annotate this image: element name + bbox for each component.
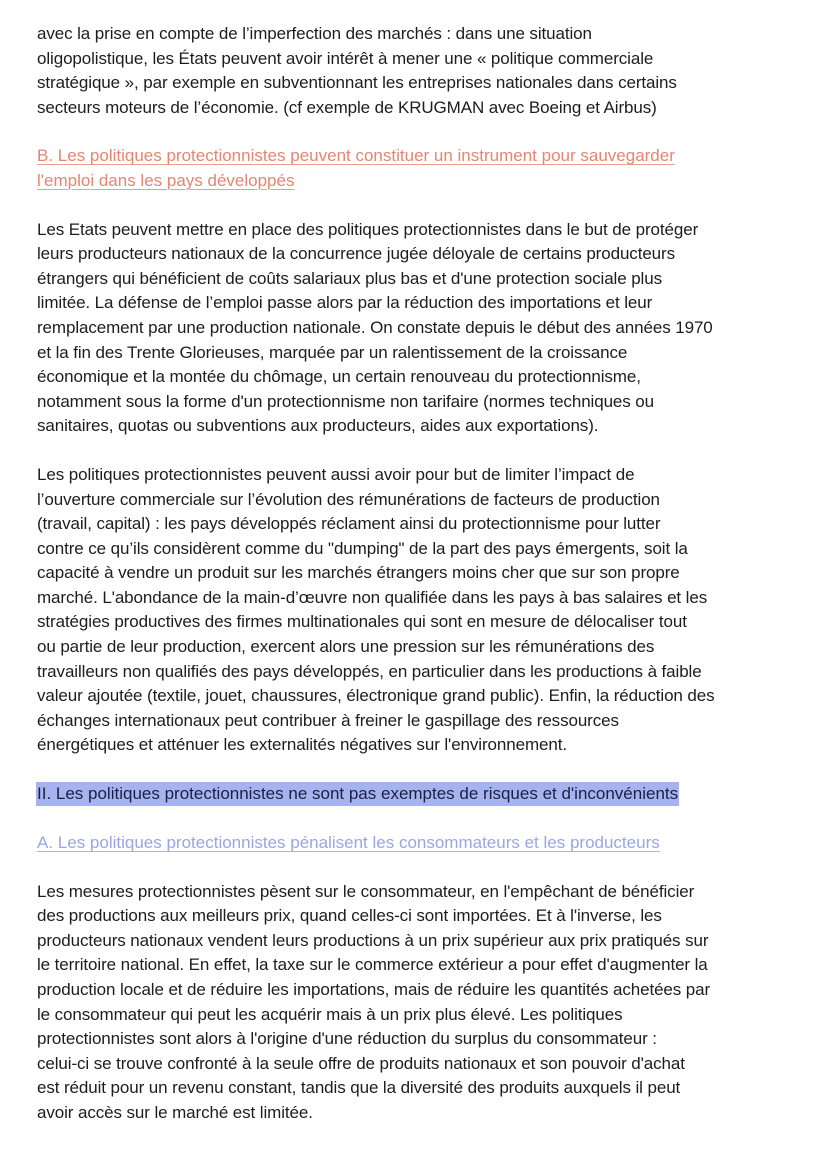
part-two-heading — [37, 782, 789, 806]
text-line: production locale et de réduire les importations, mais de réduire les quantités achetées par — [37, 980, 711, 999]
text-line: Les mesures protectionnistes pèsent sur le consommateur, en l'empêchant de bénéficier — [37, 881, 695, 901]
text-line: marché. L'abondance de la main-d’œuvre non qualifiée dans les pays à bas salaires et les — [37, 587, 708, 607]
text-line: des productions aux meilleurs prix, quand celles-ci sont importées. Et à l'inverse, les — [37, 906, 662, 926]
text-line: capacité à vendre un produit sur les marchés étrangers moins cher que sur son propre — [37, 563, 680, 583]
text-line: (travail, capital) : les pays développés réclament ainsi du protectionnisme pour lutter — [37, 514, 661, 534]
text-line: secteurs moteurs de l’économie. (cf exemple de KRUGMAN avec Boeing et Airbus) — [37, 97, 657, 117]
section-b-paragraph-2 — [37, 463, 789, 758]
text-line: travailleurs non qualifiés des pays développés, en particulier dans les productions à faible — [37, 661, 702, 681]
text-line: contre ce qu’ils considèrent comme du "dumping" de la part des pays émergents, soit la — [37, 538, 688, 558]
text-line: l’ouverture commerciale sur l’évolution des rémunérations de facteurs de production — [37, 489, 660, 509]
text-line: le territoire national. En effet, la taxe sur le commerce extérieur a pour effet d'augmenter la — [37, 955, 708, 975]
section-a-title-line: A. Les politiques protectionnistes pénalisent les consommateurs et les producteurs — [37, 833, 660, 853]
text-line: et la fin des Trente Glorieuses, marquée par un ralentissement de la croissance — [37, 342, 628, 362]
section-b-title-line: B. Les politiques protectionnistes peuvent constituer un instrument pour sauvegarder — [37, 146, 675, 166]
text-line: stratégique », par exemple en subventionnant les entreprises nationales dans certains — [37, 73, 677, 93]
text-line: échanges internationaux peut contribuer à freiner le gaspillage des ressources — [37, 710, 619, 730]
text-line: sanitaires, quotas ou subventions aux producteurs, aides aux exportations). — [37, 416, 599, 436]
text-line: ou partie de leur production, exercent alors une pression sur les rémunérations des — [37, 637, 655, 657]
text-line: le consommateur qui peut les acquérir mais à un prix plus élevé. Les politiques — [37, 1004, 623, 1024]
text-line: économique et la montée du chômage, un certain renouveau du protectionnisme, — [37, 367, 641, 387]
text-line: stratégies productives des firmes multinationales qui sont en mesure de délocaliser tout — [37, 612, 687, 632]
text-line: oligopolistique, les États peuvent avoir intérêt à mener une « politique commerciale — [37, 48, 654, 68]
text-line: remplacement par une production nationale. On constate depuis le début des années 1970 — [37, 317, 713, 337]
part-two-title: II. Les politiques protectionnistes ne sont pas exemptes de risques et d'inconvénients — [36, 782, 679, 806]
section-a-paragraph-1 — [37, 880, 789, 1126]
text-line: leurs producteurs nationaux de la concurrence jugée déloyale de certains producteurs — [37, 244, 675, 264]
text-line: valeur ajoutée (textile, jouet, chaussures, électronique grand public). Enfin, la réduction des — [37, 686, 715, 706]
text-line: protectionnistes sont alors à l'origine d'une réduction du surplus du consommateur : — [37, 1029, 657, 1049]
text-line: étrangers qui bénéficient de coûts salariaux plus bas et d'une protection sociale plus — [37, 268, 662, 288]
text-line: Les politiques protectionnistes peuvent aussi avoir pour but de limiter l’impact de — [37, 464, 635, 484]
document-page — [37, 22, 789, 1126]
text-line: est réduit pour un revenu constant, tandis que la diversité des produits auxquels il peut — [37, 1078, 681, 1098]
text-line: énergétiques et atténuer les externalités négatives sur l'environnement. — [37, 735, 567, 755]
section-a-title — [37, 831, 789, 856]
text-line: avec la prise en compte de l’imperfection des marchés : dans une situation — [37, 24, 592, 43]
text-line: avoir accès sur le marché est limitée. — [37, 1102, 313, 1122]
intro-paragraph — [37, 22, 789, 120]
text-line: celui-ci se trouve confronté à la seule offre de produits nationaux et son pouvoir d'achat — [37, 1053, 685, 1073]
section-b-title — [37, 144, 789, 193]
section-b-paragraph-1 — [37, 218, 789, 439]
text-line: limitée. La défense de l’emploi passe alors par la réduction des importations et leur — [37, 293, 653, 313]
text-line: notamment sous la forme d'un protectionnisme non tarifaire (normes techniques ou — [37, 391, 655, 411]
text-line: Les Etats peuvent mettre en place des politiques protectionnistes dans le but de protéger — [37, 219, 699, 239]
text-line: producteurs nationaux vendent leurs productions à un prix supérieur aux prix pratiqués sur — [37, 930, 709, 950]
section-b-title-line: l'emploi dans les pays développés — [37, 170, 295, 190]
